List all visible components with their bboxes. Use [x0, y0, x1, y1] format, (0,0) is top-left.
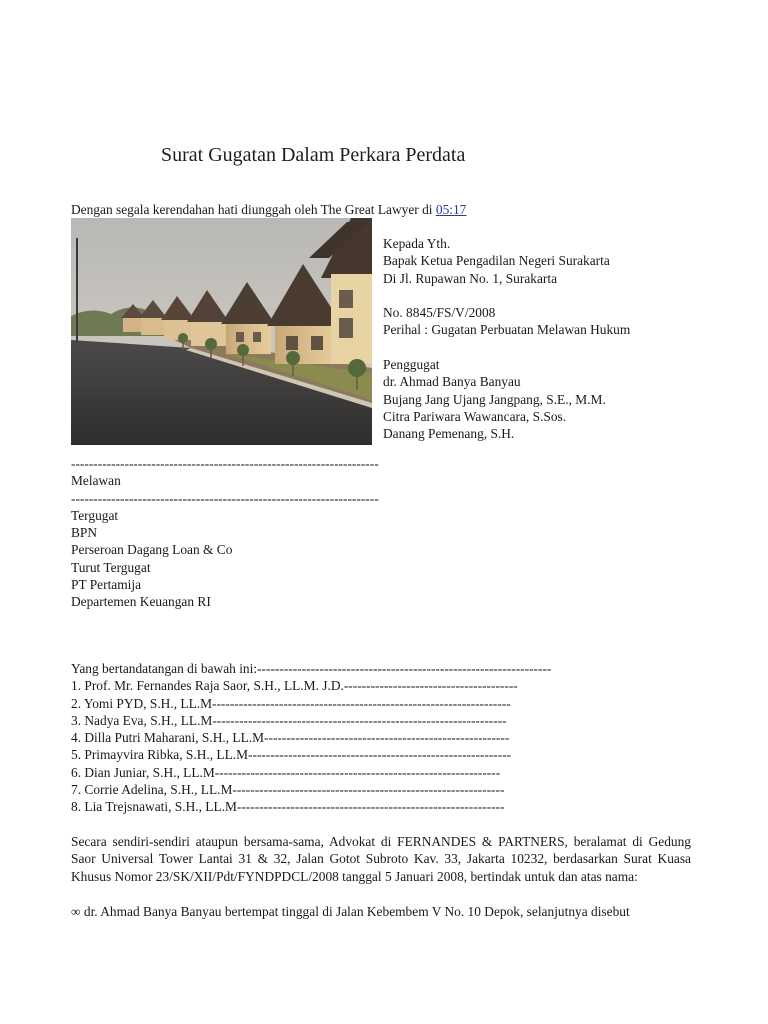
page-title: Surat Gugatan Dalam Perkara Perdata: [161, 144, 466, 166]
body-paragraph: Secara sendiri-sendiri ataupun bersama-sama, Advokat di FERNANDES & PARTNERS, beralamat di Gedung Saor Universal Tower Lantai 31 & 32, Jalan Gotot Subroto Kav. 33, Jakarta 10232, berdasarkan Surat Kuasa Khusus Nomor 23/SK/XII/Pdt/FYNDPDCL/2008 tanggal 5 Januari 2008, bertindak untuk dan atas nama:: [71, 834, 691, 884]
parties-block: [71, 455, 751, 611]
plaintiff-name: Citra Pariwara Wawancara, S.Sos.: [383, 408, 567, 424]
address-line: Di Jl. Rupawan No. 1, Surakarta: [383, 270, 558, 286]
signatory-item: 5. Primayvira Ribka, S.H., LL.M-----------------------------------------------------------: [71, 747, 512, 763]
plaintiff-name: Bujang Jang Ujang Jangpang, S.E., M.M.: [383, 391, 606, 407]
byline: [71, 201, 466, 218]
signatory-item: 7. Corrie Adelina, S.H., LL.M-------------------------------------------------------------: [71, 782, 505, 798]
plaintiff-name: dr. Ahmad Banya Banyau: [383, 374, 521, 390]
defendant-line: Tergugat: [71, 507, 119, 523]
defendant-line: BPN: [71, 525, 98, 541]
address-line: Kepada Yth.: [383, 236, 451, 251]
defendant-line: Perseroan Dagang Loan & Co: [71, 542, 233, 558]
signatories-intro: Yang bertandatangan di bawah ini:------------------------------------------------------------------: [71, 661, 552, 676]
address-block: [383, 235, 753, 443]
plaintiff-name: Danang Pemenang, S.H.: [383, 426, 515, 442]
signatory-item: 6. Dian Juniar, S.H., LL.M----------------------------------------------------------------: [71, 764, 501, 780]
divider-bottom: ---------------------------------------------------------------------: [71, 490, 379, 506]
signatory-item: 3. Nadya Eva, S.H., LL.M------------------------------------------------------------------: [71, 712, 507, 728]
upload-time-link[interactable]: 05:17: [435, 202, 467, 217]
client-line: ∞ dr. Ahmad Banya Banyau bertempat tinggal di Jalan Kebembem V No. 10 Depok, selanjutnya disebut: [71, 904, 630, 919]
defendant-line: Turut Tergugat: [71, 559, 151, 575]
defendant-line: PT Pertamija: [71, 577, 142, 593]
signatory-item: 4. Dilla Putri Maharani, S.H., LL.M-------------------------------------------------------: [71, 730, 510, 746]
letter-subject: Perihal : Gugatan Perbuatan Melawan Hukum: [383, 322, 631, 338]
house-row-photo: [71, 218, 372, 445]
address-line: Bapak Ketua Pengadilan Negeri Surakarta: [383, 253, 610, 269]
plaintiff-heading: Penggugat: [383, 357, 440, 373]
byline-text: Dengan segala kerendahan hati diunggah oleh The Great Lawyer di: [71, 202, 436, 217]
divider-top: ---------------------------------------------------------------------: [71, 456, 379, 471]
versus-label: Melawan: [71, 473, 121, 489]
letter-number: No. 8845/FS/V/2008: [383, 305, 496, 321]
signatory-item: 1. Prof. Mr. Fernandes Raja Saor, S.H., LL.M. J.D.---------------------------------------: [71, 678, 518, 694]
defendant-line: Departemen Keuangan RI: [71, 594, 211, 610]
signatory-item: 8. Lia Trejsnawati, S.H., LL.M------------------------------------------------------------: [71, 799, 505, 815]
signatory-item: 2. Yomi PYD, S.H., LL.M-------------------------------------------------------------------: [71, 695, 511, 711]
signatories-block: [71, 660, 751, 816]
